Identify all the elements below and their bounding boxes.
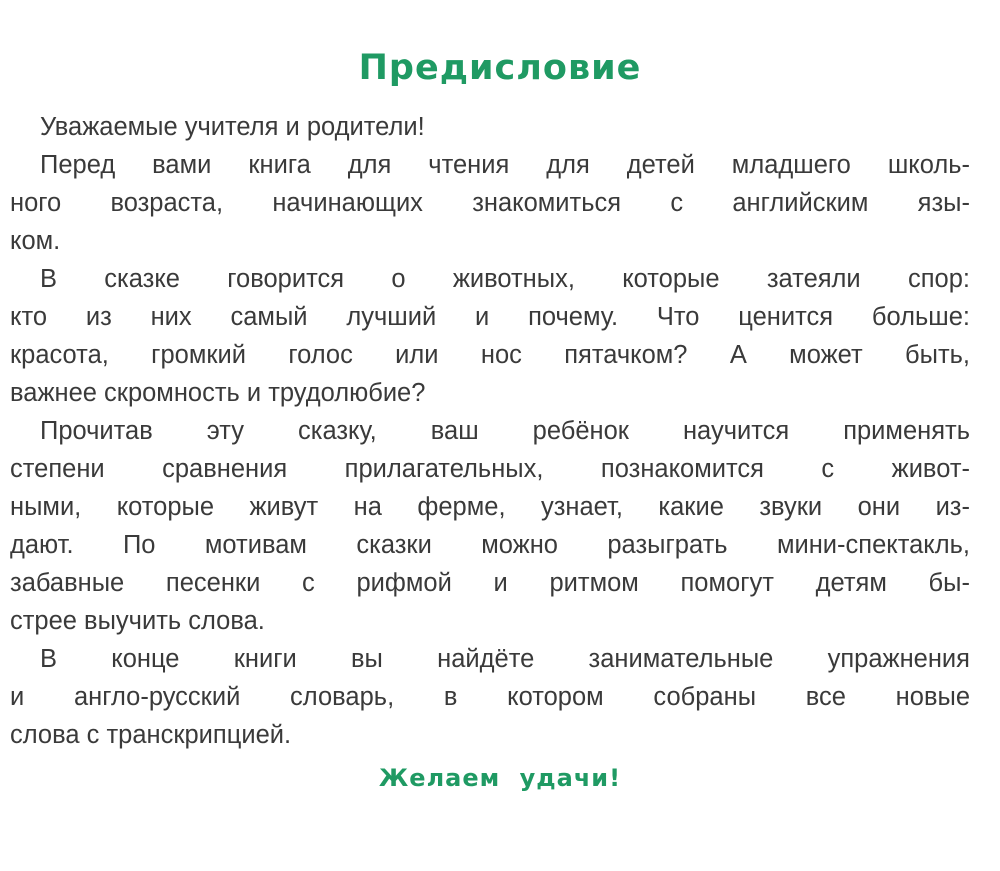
paragraph-4-line-2: и англо-русский словарь, в котором собраны все новые: [10, 683, 970, 711]
paragraph-3-line-5: забавные песенки с рифмой и ритмом помогут детям бы-: [10, 569, 970, 597]
paragraph-4-line-3: слова с транскрипцией.: [10, 721, 292, 749]
paragraph-3-line-4: дают. По мотивам сказки можно разыграть мини-спектакль,: [10, 531, 970, 559]
preface-body: [10, 108, 970, 754]
paragraph-2-line-2: кто из них самый лучший и почему. Что ценится больше:: [10, 303, 970, 331]
page-title: Предисловие: [358, 48, 642, 88]
paragraph-3-line-6: стрее выучить слова.: [10, 607, 265, 635]
paragraph-1-line-2: ного возраста, начинающих знакомиться с английским язы-: [10, 189, 970, 217]
paragraph-2-line-4: важнее скромность и трудолюбие?: [10, 379, 426, 407]
closing-wish: Желаем удачи!: [378, 764, 622, 792]
paragraph-4-line-1: В конце книги вы найдёте занимательные упражнения: [40, 645, 970, 673]
paragraph-1-line-1: Перед вами книга для чтения для детей младшего школь-: [40, 151, 970, 179]
paragraph-2-line-3: красота, громкий голос или нос пятачком? А может быть,: [10, 341, 970, 369]
paragraph-3-line-1: Прочитав эту сказку, ваш ребёнок научится применять: [40, 417, 970, 445]
greeting-line: Уважаемые учителя и родители!: [40, 113, 425, 141]
paragraph-2-line-1: В сказке говорится о животных, которые затеяли спор:: [40, 265, 970, 293]
paragraph-3-line-2: степени сравнения прилагательных, познакомится с живот-: [10, 455, 970, 483]
paragraph-1-line-3: ком.: [10, 227, 61, 255]
paragraph-3-line-3: ными, которые живут на ферме, узнает, какие звуки они из-: [10, 493, 970, 521]
